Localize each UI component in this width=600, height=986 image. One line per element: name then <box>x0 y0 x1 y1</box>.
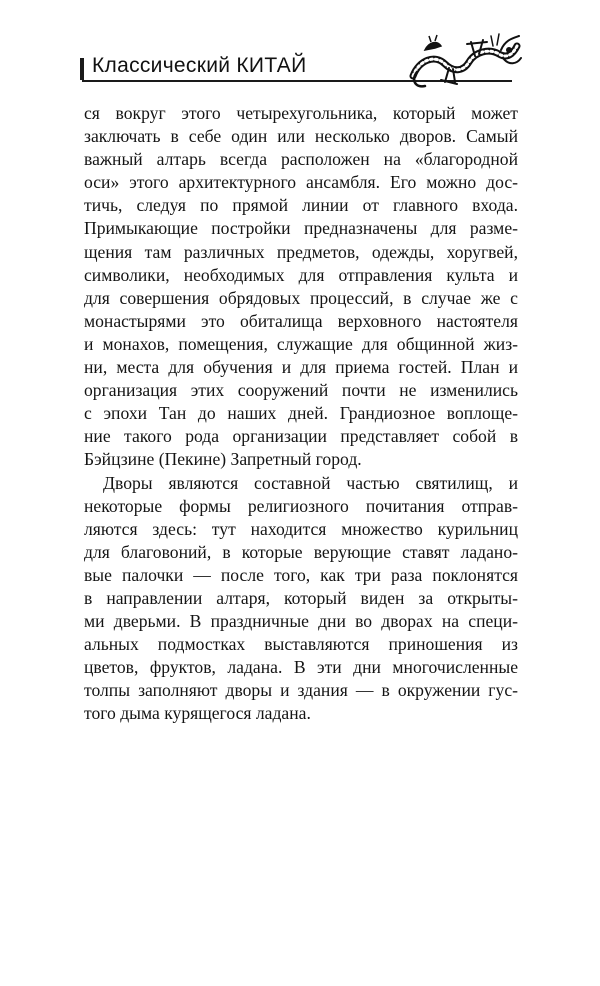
running-header <box>0 0 600 95</box>
text-line: организация этих сооружений почти не изменились <box>84 380 518 401</box>
text-line: с эпохи Тан до наших дней. Грандиозное воплоще- <box>84 403 518 424</box>
text-line: заключать в себе один или несколько дворов. Самый <box>84 126 518 147</box>
paragraph <box>84 102 518 472</box>
text-line: некоторые формы религиозного почитания отправ- <box>84 495 518 516</box>
text-line: Примыкающие постройки предназначены для разме- <box>84 218 518 239</box>
text-line: того дыма курящегося ладана. <box>84 703 311 724</box>
text-line: цветов, фруктов, ладана. В эти дни многочисленные <box>84 657 518 678</box>
paragraph <box>84 472 518 726</box>
text-line: монастырями это обиталища верховного настоятеля <box>84 310 518 331</box>
running-header-title: Классический КИТАЙ <box>92 54 307 77</box>
text-line: щения там различных предметов, одежды, хоругвей, <box>84 241 518 262</box>
text-line: ни, места для обучения и для приема гостей. План и <box>84 357 518 378</box>
text-line: тичь, следуя по прямой линии от главного входа. <box>84 195 518 216</box>
text-line: ми дверьми. В праздничные дни во дворах на специ- <box>84 611 518 632</box>
text-line: для совершения обрядовых процессий, в случае же с <box>84 287 518 308</box>
text-line: оси» этого архитектурного ансамбля. Его можно дос- <box>84 172 518 193</box>
text-line: альных подмостках выставляются приношения из <box>84 634 518 655</box>
text-line: ся вокруг этого четырехугольника, который может <box>84 103 518 123</box>
text-line: ние такого рода организации представляет собой в <box>84 426 518 447</box>
text-line: символики, необходимых для отправления культа и <box>84 264 518 285</box>
text-line: ляются здесь: тут находится множество курильниц <box>84 518 518 539</box>
page-body-text <box>84 102 518 726</box>
text-line: Бэйцзине (Пекине) Запретный город. <box>84 449 362 470</box>
text-line: в направлении алтаря, который виден за открыты- <box>84 587 518 608</box>
text-line: вые палочки — после того, как три раза поклонятся <box>84 564 518 585</box>
text-line: важный алтарь всегда расположен на «благородной <box>84 149 518 170</box>
text-line: Дворы являются составной частью святилищ, и <box>103 472 518 493</box>
text-line: и монахов, помещения, служащие для общинной жиз- <box>84 333 518 354</box>
header-marker-bar <box>80 58 84 80</box>
text-line: для благовоний, в которые верующие ставят ладано- <box>84 541 518 562</box>
text-line: толпы заполняют дворы и здания — в окружении гус- <box>84 680 518 701</box>
dragon-icon <box>405 32 523 92</box>
